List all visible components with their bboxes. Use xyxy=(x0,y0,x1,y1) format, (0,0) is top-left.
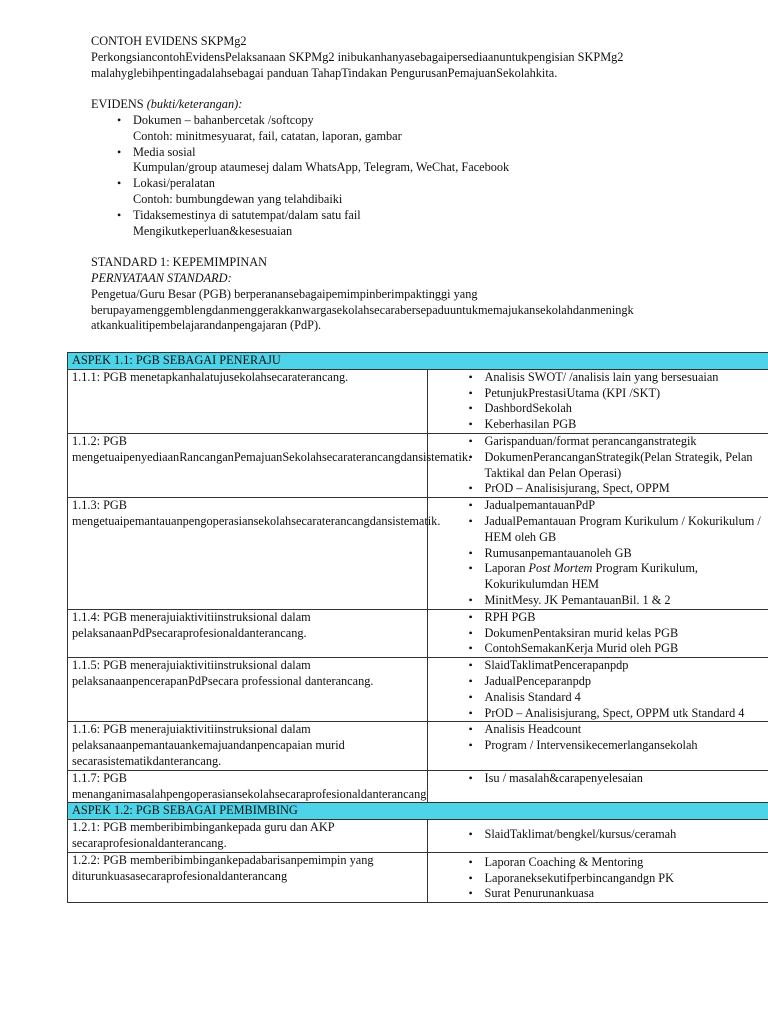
table-row xyxy=(68,722,768,770)
evidence-item: • JadualPenceparanpdp xyxy=(485,674,768,690)
evidence-cell xyxy=(427,770,768,803)
evidence-cell xyxy=(427,658,768,722)
table-row xyxy=(68,770,768,803)
item-cell xyxy=(68,852,428,902)
evidence-item: • DokumenPentaksiran murid kelas PGB xyxy=(485,626,768,642)
item-text: pelaksanaanPdPsecaraprofesionaldanterancang. xyxy=(72,625,307,640)
item-text: secarasistematikdanterancang. xyxy=(72,753,222,768)
item-text: 1.1.2: PGB xyxy=(72,433,128,448)
evidence-cell xyxy=(427,722,768,770)
evidens-heading xyxy=(91,97,761,113)
table-row xyxy=(68,433,768,497)
evidence-item: • Keberhasilan PGB xyxy=(485,417,768,433)
evidence-list xyxy=(432,370,768,433)
table-row xyxy=(68,820,768,853)
evidence-item: • Laporan Coaching & Mentoring xyxy=(485,855,768,871)
evidence-item: • PetunjukPrestasiUtama (KPI /SKT) xyxy=(485,386,768,402)
evidens-item xyxy=(133,208,761,240)
evidens-list xyxy=(91,113,761,239)
evidence-item: • SlaidTaklimatPencerapanpdp xyxy=(485,658,768,674)
evidens-item-sub: Contoh: minitmesyuarat, fail, catatan, laporan, gambar xyxy=(133,128,402,143)
item-text: 1.2.1: PGB memberibimbingankepada guru dan AKP xyxy=(72,820,335,835)
item-text: mengetuaipemantauanpengoperasiansekolahsecaraterancangdansistematik. xyxy=(72,513,441,528)
evidence-item: • PrOD – Analisisjurang, Spect, OPPM xyxy=(485,481,768,497)
evidence-item: • Program / Intervensikecemerlangansekolah xyxy=(485,738,768,754)
item-text: secaraprofesionaldanterancang. xyxy=(72,835,227,850)
evidence-list xyxy=(432,853,768,902)
item-cell xyxy=(68,498,441,610)
item-text: 1.1.5: PGB menerajuiaktivitiinstruksional dalam xyxy=(72,658,311,673)
item-text: 1.1.3: PGB xyxy=(72,498,128,513)
standard-statement-label: PERNYATAAN STANDARD: xyxy=(91,270,232,285)
evidence-item: • Analisis SWOT/ /analisis lain yang bersesuaian xyxy=(485,370,768,386)
item-text: 1.2.2: PGB memberibimbingankepadabarisanpemimpin yang xyxy=(72,852,374,867)
evidence-item: • DashbordSekolah xyxy=(485,401,768,417)
item-cell xyxy=(68,770,428,803)
table-row xyxy=(68,369,768,433)
item-text: diturunkuasasecaraprofesionaldanterancang xyxy=(72,868,288,883)
evidence-item: • Analisis Headcount xyxy=(485,722,768,738)
evidence-item: • MinitMesy. JK PemantauanBil. 1 & 2 xyxy=(485,593,768,609)
evidence-list xyxy=(432,820,768,843)
evidence-list xyxy=(432,771,768,787)
evidence-list xyxy=(432,498,768,609)
evidens-item-sub: Contoh: bumbungdewan yang telahdibaiki xyxy=(133,191,343,206)
evidence-cell xyxy=(427,433,768,497)
evidens-heading-note: (bukti/keterangan): xyxy=(146,97,243,112)
evidens-heading-label: EVIDENS xyxy=(91,97,144,112)
table-row xyxy=(68,658,768,722)
evidence-text-italic: Post Mortem xyxy=(528,561,593,576)
aspect-header: ASPEK 1.2: PGB SEBAGAI PEMBIMBING xyxy=(68,803,768,820)
item-text: 1.1.1: PGB menetapkanhalatujusekolahsecaraterancang. xyxy=(72,369,349,384)
intro-section xyxy=(91,34,761,334)
evidence-list xyxy=(432,434,768,497)
evidence-table xyxy=(67,352,768,903)
item-text: pelaksanaanpemantauankemajuandanpencapaian murid xyxy=(72,738,345,753)
evidence-item: • DokumenPerancanganStrategik(Pelan Strategik, Pelan Taktikal dan Pelan Operasi) xyxy=(485,450,768,482)
evidence-item: • RPH PGB xyxy=(485,610,768,626)
evidence-item: • Isu / masalah&carapenyelesaian xyxy=(485,771,768,787)
evidence-item: • Surat Penurunankuasa xyxy=(485,886,768,902)
standard-statement-line3: atkankualitipembelajarandanpengajaran (PdP). xyxy=(91,318,322,333)
evidens-item xyxy=(133,176,761,208)
item-cell xyxy=(68,433,472,497)
item-cell xyxy=(68,658,428,722)
evidence-cell xyxy=(427,609,768,657)
evidence-item: • JadualpemantauanPdP xyxy=(485,498,768,514)
evidence-item xyxy=(485,561,768,593)
evidens-item-main: • Dokumen – bahanbercetak /softcopy xyxy=(133,112,314,127)
item-text: 1.1.7: PGB xyxy=(72,770,128,785)
evidens-item xyxy=(133,113,761,145)
item-cell xyxy=(68,722,428,770)
item-text: pelaksanaanpencerapanPdPsecara professional danterancang. xyxy=(72,673,374,688)
evidence-item: • Rumusanpemantauanoleh GB xyxy=(485,546,768,562)
evidence-item: • SlaidTaklimat/bengkel/kursus/ceramah xyxy=(485,827,768,843)
evidence-cell xyxy=(427,498,768,610)
item-text: 1.1.6: PGB menerajuiaktivitiinstruksional dalam xyxy=(72,722,311,737)
evidens-item xyxy=(133,145,761,177)
item-cell xyxy=(68,369,428,433)
evidence-item: • Garispanduan/format perancanganstrategik xyxy=(485,434,768,450)
evidence-cell xyxy=(427,820,768,853)
standard-statement-line2: berupayamenggemblengdanmenggerakkanwargasekolahsecarabersepaduuntukmemajukansekolahdanmeningk xyxy=(91,302,634,317)
document-title: CONTOH EVIDENS SKPMg2 xyxy=(91,34,247,48)
item-cell xyxy=(68,820,428,853)
intro-description-line1: PerkongsiancontohEvidensPelaksanaan SKPMg2 inibukanhanyasebagaipersediaanuntukpengisian SKPMg2 xyxy=(91,49,624,64)
evidence-text: Laporan xyxy=(484,561,529,576)
evidens-item-main: • Lokasi/peralatan xyxy=(133,176,215,191)
evidence-text: Program Kurikulum, Kokurikulumdan HEM xyxy=(484,561,698,592)
evidence-item: • ContohSemakanKerja Murid oleh PGB xyxy=(485,641,768,657)
evidence-item: • Laporaneksekutifperbincangandgn PK xyxy=(485,871,768,887)
item-text: mengetuaipenyediaanRancanganPemajuanSekolahsecaraterancangdansistematik. xyxy=(72,449,472,464)
evidence-list xyxy=(432,722,768,754)
evidence-list xyxy=(432,658,768,721)
evidence-cell xyxy=(427,852,768,902)
aspect-header-row xyxy=(68,803,768,820)
table-row xyxy=(68,852,768,902)
evidens-item-main: • Media sosial xyxy=(133,144,196,159)
standard-title: STANDARD 1: KEPEMIMPINAN xyxy=(91,255,267,270)
aspect-header-row xyxy=(68,353,768,370)
evidence-item: • PrOD – Analisisjurang, Spect, OPPM utk Standard 4 xyxy=(485,706,768,722)
evidens-item-main: • Tidaksemestinya di satutempat/dalam satu fail xyxy=(133,207,361,222)
evidence-list xyxy=(432,610,768,657)
evidence-item: • Analisis Standard 4 xyxy=(485,690,768,706)
standard-statement-line1: Pengetua/Guru Besar (PGB) berperanansebagaipemimpinberimpaktinggi yang xyxy=(91,286,478,301)
evidence-item: • JadualPemantauan Program Kurikulum / Kokurikulum / HEM oleh GB xyxy=(485,514,768,546)
intro-description-line2: malahyglebihpentingadalahsebagai panduan TahapTindakan PengurusanPemajuanSekolahkita. xyxy=(91,65,558,80)
aspect-header: ASPEK 1.1: PGB SEBAGAI PENERAJU xyxy=(68,353,768,370)
item-text: menanganimasalahpengoperasiansekolahsecaraprofesionaldanterancang xyxy=(72,786,427,801)
item-cell xyxy=(68,609,428,657)
item-text: 1.1.4: PGB menerajuiaktivitiinstruksional dalam xyxy=(72,609,311,624)
table-row xyxy=(68,609,768,657)
evidence-cell xyxy=(427,369,768,433)
evidens-item-sub: Kumpulan/group ataumesej dalam WhatsApp, Telegram, WeChat, Facebook xyxy=(133,160,510,175)
evidens-item-sub: Mengikutkeperluan&kesesuaian xyxy=(133,223,293,238)
table-row xyxy=(68,498,768,610)
